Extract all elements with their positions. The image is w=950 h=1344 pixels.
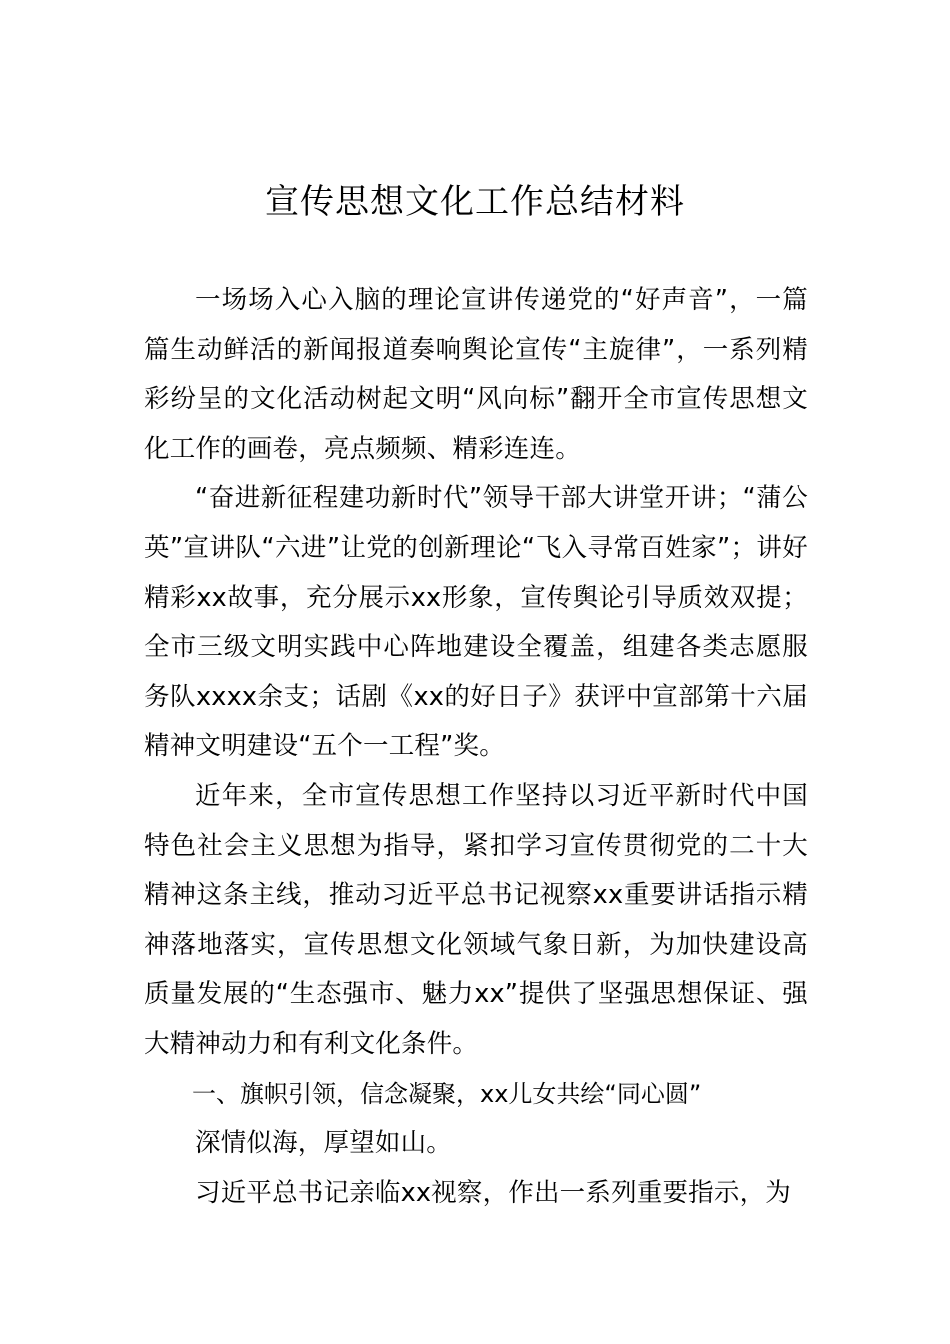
paragraph-visit: 习近平总书记亲临xx视察，作出一系列重要指示，为 <box>195 1177 791 1208</box>
section-heading-1: 一、旗帜引领，信念凝聚，xx儿女共绘“同心圆” <box>192 1079 702 1108</box>
paragraph-short: 深情似海，厚望如山。 <box>195 1128 453 1159</box>
document-title: 宣传思想文化工作总结材料 <box>265 182 685 222</box>
paragraph-highlights: “奋进新征程建功新时代”领导干部大讲堂开讲；“蒲公英”宣讲队“六进”让党的创新理论“飞入寻常百姓家”；讲好精彩xx故事，充分展示xx形象，宣传舆论引导质效双提；全市三级文明实践中心阵地建设全覆盖，组建各类志愿服务队xxxx余支；话剧《xx的好日子》获评中宣部第十六届精神文明建设“五个一工程”奖。 <box>144 483 808 762</box>
paragraph-intro: 一场场入心入脑的理论宣讲传递党的“好声音”，一篇篇生动鲜活的新闻报道奏响舆论宣传“主旋律”，一系列精彩纷呈的文化活动树起文明“风向标”翻开全市宣传思想文化工作的画卷，亮点频频、精彩连连。 <box>144 285 808 464</box>
document-body <box>144 276 808 1218</box>
paragraph-overview: 近年来，全市宣传思想工作坚持以习近平新时代中国特色社会主义思想为指导，紧扣学习宣传贯彻党的二十大精神这条主线，推动习近平总书记视察xx重要讲话指示精神落地落实，宣传思想文化领域气象日新，为加快建设高质量发展的“生态强市、魅力xx”提供了坚强思想保证、强大精神动力和有利文化条件。 <box>144 780 808 1059</box>
